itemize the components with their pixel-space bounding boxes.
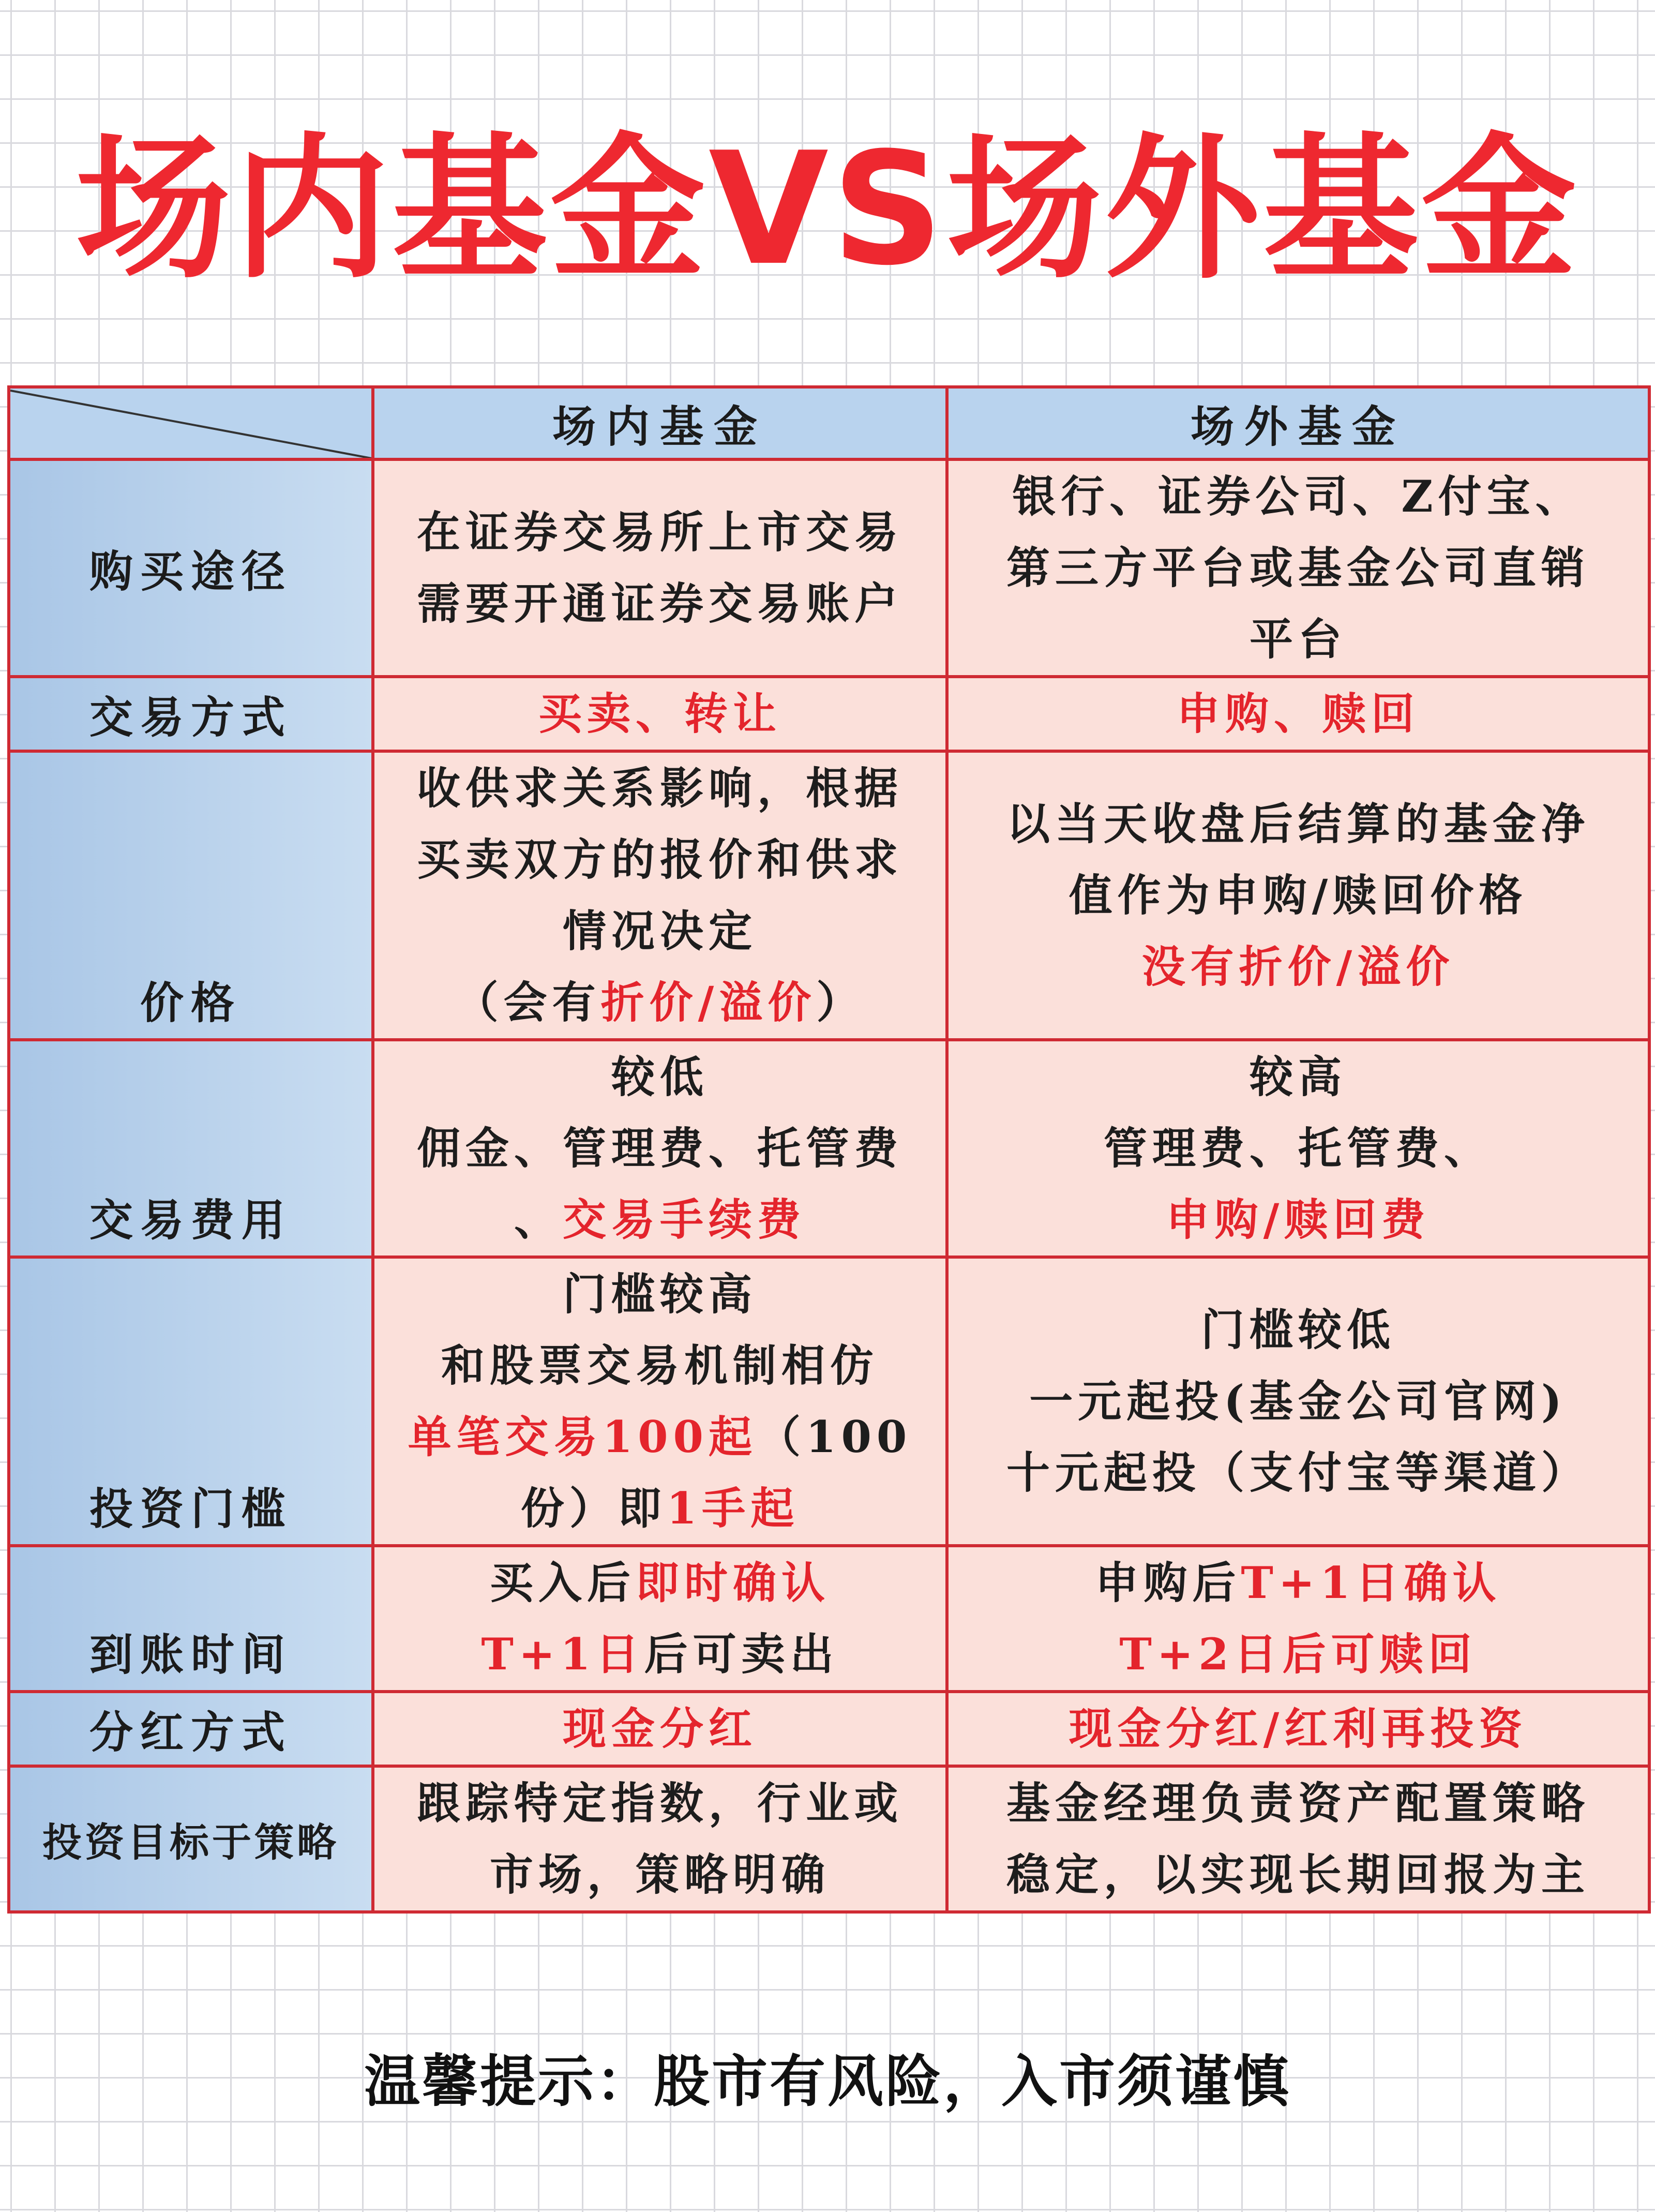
table-row <box>9 459 1649 677</box>
cell-line <box>949 1839 1648 1910</box>
cell-text: 一元起投(基金公司官网) <box>1029 1376 1567 1427</box>
highlight-text: 申购/赎回费 <box>1166 1194 1431 1245</box>
cell-line <box>949 1619 1648 1690</box>
cell-out <box>947 1692 1649 1766</box>
cell-text: 申购后 <box>1095 1557 1241 1608</box>
cell-in <box>373 1766 947 1912</box>
cell-text: 份）即 <box>520 1483 667 1534</box>
cell-line <box>374 753 945 824</box>
cell-line <box>374 1184 945 1256</box>
cell-line <box>374 1473 945 1544</box>
highlight-text: 现金分红 <box>562 1703 757 1754</box>
cell-text: 、 <box>514 1194 563 1245</box>
highlight-text: 没有折价/溢价 <box>1141 941 1455 992</box>
cell-text: 买入后 <box>489 1557 636 1608</box>
table-row <box>9 1546 1649 1692</box>
cell-line <box>949 678 1648 750</box>
cell-out <box>947 677 1649 751</box>
cell-text: 门槛较高 <box>562 1268 757 1320</box>
cell-line <box>374 1113 945 1184</box>
cell-line <box>949 604 1648 675</box>
cell-text: 买卖双方的报价和供求 <box>416 834 903 885</box>
comparison-table <box>7 385 1651 1914</box>
table-header-row <box>9 387 1649 459</box>
cell-text: 银行、证券公司、Z付宝、 <box>1012 471 1584 522</box>
cell-line <box>949 931 1648 1003</box>
cell-line <box>949 788 1648 860</box>
cell-text: 情况决定 <box>562 905 757 956</box>
highlight-text: 买卖、转让 <box>538 688 781 739</box>
cell-out <box>947 1546 1649 1692</box>
cell-out <box>947 751 1649 1040</box>
cell-line <box>374 1401 945 1473</box>
cell-out <box>947 1766 1649 1912</box>
table-row <box>9 1692 1649 1766</box>
table-row <box>9 677 1649 751</box>
highlight-text: 1手起 <box>666 1483 800 1534</box>
cell-line <box>374 1547 945 1619</box>
table-row <box>9 1257 1649 1546</box>
cell-line <box>374 568 945 639</box>
column-header-in: 场内基金 <box>373 387 947 459</box>
row-label: 投资目标于策略 <box>9 1766 373 1912</box>
cell-line <box>949 461 1648 532</box>
cell-text: 后可卖出 <box>644 1628 839 1680</box>
highlight-text: 申购、赎回 <box>1176 688 1420 739</box>
cell-text: （100 <box>757 1411 912 1462</box>
table-row <box>9 1766 1649 1912</box>
cell-in <box>373 677 947 751</box>
cell-text: ） <box>816 977 865 1028</box>
cell-in <box>373 1546 947 1692</box>
diagonal-divider-icon <box>10 388 373 459</box>
row-label: 交易方式 <box>9 677 373 751</box>
highlight-text: 即时确认 <box>636 1557 831 1608</box>
cell-line <box>374 895 945 967</box>
cell-line <box>949 860 1648 931</box>
cell-line <box>949 1768 1648 1839</box>
cell-line <box>949 1184 1648 1256</box>
cell-text: 较高 <box>1249 1051 1347 1102</box>
cell-line <box>949 1437 1648 1508</box>
cell-text: 收供求关系影响，根据 <box>416 763 903 814</box>
cell-text: 市场，策略明确 <box>489 1849 830 1900</box>
highlight-text: T+1日确认 <box>1241 1557 1501 1608</box>
cell-line <box>949 1366 1648 1437</box>
cell-in <box>373 1257 947 1546</box>
highlight-text: 单笔交易100起 <box>408 1411 757 1462</box>
cell-out <box>947 1257 1649 1546</box>
corner-cell <box>9 387 373 459</box>
row-label: 价格 <box>9 751 373 1040</box>
highlight-text: T+1日 <box>481 1628 644 1680</box>
footer-note: 温馨提示：股市有风险，入市须谨慎 <box>364 2050 1291 2114</box>
row-label: 分红方式 <box>9 1692 373 1766</box>
cell-in <box>373 751 947 1040</box>
cell-out <box>947 459 1649 677</box>
cell-line <box>949 1113 1648 1184</box>
row-label: 到账时间 <box>9 1546 373 1692</box>
cell-line <box>374 1693 945 1765</box>
cell-text: 值作为申购/赎回价格 <box>1069 870 1528 921</box>
cell-text: 平台 <box>1249 614 1347 665</box>
cell-text: 较低 <box>611 1051 709 1102</box>
table-row <box>9 1040 1649 1257</box>
cell-line <box>374 497 945 568</box>
cell-text: 第三方平台或基金公司直销 <box>1006 542 1590 593</box>
cell-line <box>374 1839 945 1910</box>
row-label: 购买途径 <box>9 459 373 677</box>
cell-line <box>374 678 945 750</box>
cell-line <box>374 1768 945 1839</box>
cell-text: 和股票交易机制相仿 <box>441 1340 879 1391</box>
cell-line <box>949 532 1648 604</box>
cell-text: 管理费、托管费、 <box>1103 1123 1493 1174</box>
cell-text: 在证券交易所上市交易 <box>416 506 903 558</box>
cell-line <box>374 1259 945 1330</box>
cell-line <box>374 1619 945 1690</box>
column-header-out: 场外基金 <box>947 387 1649 459</box>
highlight-text: 现金分红/红利再投资 <box>1069 1703 1528 1754</box>
highlight-text: T+2日后可赎回 <box>1119 1628 1477 1680</box>
cell-text: 跟踪特定指数，行业或 <box>416 1777 903 1829</box>
cell-in <box>373 1692 947 1766</box>
page-title: 场内基金VS场外基金 <box>75 119 1580 300</box>
cell-line <box>949 1041 1648 1113</box>
cell-line <box>949 1547 1648 1619</box>
cell-text: 基金经理负责资产配置策略 <box>1006 1777 1590 1829</box>
cell-line <box>374 1041 945 1113</box>
cell-out <box>947 1040 1649 1257</box>
cell-text: 门槛较低 <box>1200 1304 1395 1355</box>
cell-line <box>949 1294 1648 1366</box>
cell-text: （会有 <box>455 977 601 1028</box>
cell-in <box>373 459 947 677</box>
cell-text: 以当天收盘后结算的基金净 <box>1006 798 1590 849</box>
row-label: 投资门槛 <box>9 1257 373 1546</box>
cell-in <box>373 1040 947 1257</box>
cell-text: 佣金、管理费、托管费 <box>416 1123 903 1174</box>
cell-text: 十元起投（支付宝等渠道） <box>1006 1447 1590 1498</box>
cell-line <box>949 1693 1648 1765</box>
highlight-text: 折价/溢价 <box>600 977 817 1028</box>
cell-text: 需要开通证券交易账户 <box>416 578 903 629</box>
cell-line <box>374 967 945 1038</box>
row-label: 交易费用 <box>9 1040 373 1257</box>
highlight-text: 交易手续费 <box>563 1194 806 1245</box>
cell-line <box>374 1330 945 1401</box>
cell-line <box>374 824 945 895</box>
cell-text: 稳定，以实现长期回报为主 <box>1006 1849 1590 1900</box>
table-row <box>9 751 1649 1040</box>
